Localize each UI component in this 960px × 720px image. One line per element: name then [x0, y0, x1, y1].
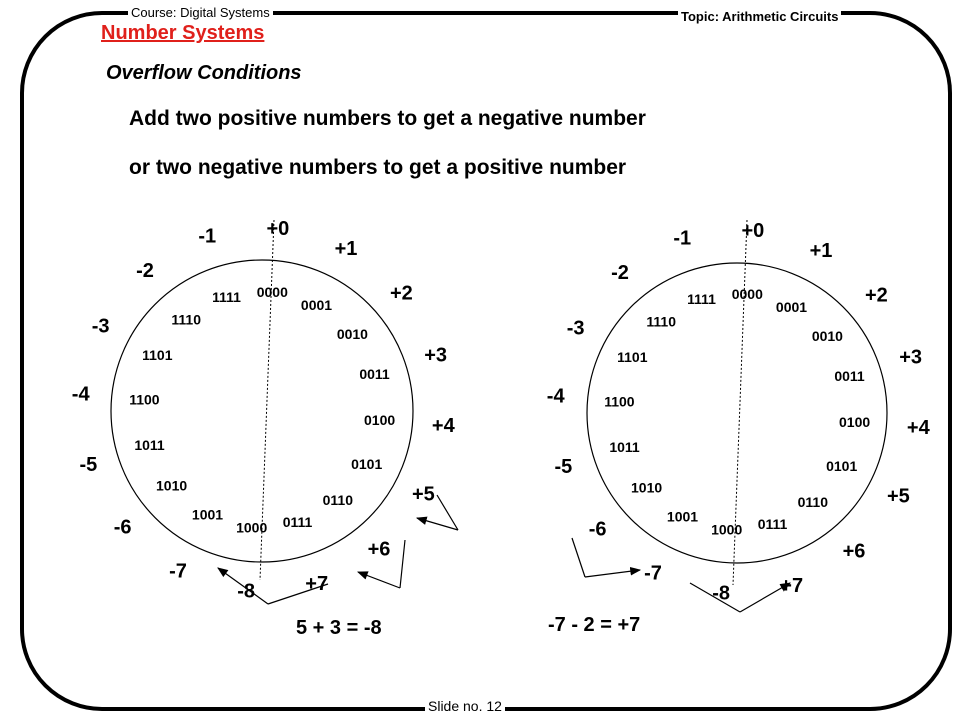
- decimal-label: -2: [611, 261, 629, 284]
- decimal-label: +4: [431, 415, 455, 438]
- decimal-label: -6: [588, 518, 607, 541]
- binary-label: 0000: [731, 286, 763, 303]
- slide-subtitle: Overflow Conditions: [106, 62, 302, 84]
- decimal-label: +6: [367, 538, 391, 561]
- decimal-label: -5: [554, 455, 573, 478]
- section-title: Number Systems: [101, 22, 265, 44]
- decimal-label: +5: [886, 485, 910, 508]
- binary-label: 1011: [134, 437, 165, 454]
- binary-label: 1110: [171, 311, 202, 328]
- binary-label: 0010: [336, 325, 368, 342]
- slide-number: Slide no. 12: [425, 698, 505, 714]
- binary-label: 1001: [191, 506, 224, 523]
- decimal-label: +6: [842, 540, 866, 563]
- binary-label: 1111: [687, 291, 716, 308]
- decimal-label: +3: [899, 346, 923, 369]
- binary-label: 0011: [359, 366, 390, 383]
- binary-label: 0000: [256, 284, 288, 301]
- binary-label: 1110: [646, 313, 677, 330]
- equation-right: -7 - 2 = +7: [548, 614, 641, 636]
- binary-label: 1010: [156, 477, 188, 494]
- equation-left: 5 + 3 = -8: [296, 617, 382, 639]
- binary-label: 0001: [775, 299, 808, 316]
- binary-label: 1010: [631, 479, 663, 496]
- decimal-label: -3: [566, 317, 585, 340]
- decimal-label: +2: [864, 284, 888, 307]
- decimal-label: -1: [673, 227, 692, 250]
- binary-label: 0111: [757, 516, 788, 533]
- binary-label: 0101: [826, 458, 858, 475]
- decimal-label: +5: [411, 483, 435, 506]
- number-wheel-left: [72, 218, 456, 603]
- decimal-label: -7: [169, 560, 187, 583]
- decimal-label: +0: [741, 219, 765, 242]
- binary-label: 0110: [322, 492, 353, 509]
- binary-label: 0010: [811, 327, 843, 344]
- decimal-label: +1: [809, 239, 833, 262]
- binary-label: 0100: [839, 414, 871, 431]
- binary-label: 1100: [129, 391, 160, 408]
- binary-label: 0111: [282, 514, 313, 531]
- decimal-label: +7: [305, 572, 329, 595]
- binary-label: 0001: [300, 297, 333, 314]
- decimal-label: +7: [780, 574, 804, 597]
- binary-label: 1000: [236, 519, 268, 536]
- decimal-label: -3: [91, 315, 110, 338]
- binary-label: 1001: [666, 508, 699, 525]
- wheel-circle: [587, 263, 887, 563]
- decimal-label: +0: [266, 217, 290, 240]
- binary-label: 1100: [604, 393, 635, 410]
- binary-label: 0101: [351, 456, 383, 473]
- binary-label: 0011: [834, 368, 865, 385]
- decimal-label: -7: [644, 562, 662, 585]
- statement-line-2: or two negative numbers to get a positive number: [129, 156, 627, 179]
- course-label: Course: Digital Systems: [128, 5, 273, 20]
- decimal-label: +1: [334, 237, 358, 260]
- decimal-label: -4: [546, 385, 565, 408]
- decimal-label: +4: [906, 417, 930, 440]
- decimal-label: -8: [712, 582, 730, 605]
- decimal-label: -1: [198, 225, 217, 248]
- number-wheel-right: [547, 220, 931, 605]
- decimal-label: -2: [136, 259, 154, 282]
- decimal-label: -8: [237, 580, 255, 603]
- decimal-label: -5: [79, 453, 98, 476]
- binary-label: 1000: [711, 521, 743, 538]
- binary-label: 0100: [364, 412, 396, 429]
- binary-label: 1101: [142, 347, 173, 364]
- overflow-arrows-right: [572, 538, 790, 612]
- decimal-label: -4: [71, 383, 90, 406]
- topic-label: Topic: Arithmetic Circuits: [678, 9, 841, 24]
- decimal-label: -6: [113, 516, 132, 539]
- decimal-label: +3: [424, 344, 448, 367]
- statement-line-1: Add two positive numbers to get a negative number: [129, 107, 646, 130]
- binary-label: 0110: [797, 494, 828, 511]
- decimal-label: +2: [389, 282, 413, 305]
- binary-label: 1111: [212, 289, 241, 306]
- binary-label: 1101: [617, 349, 648, 366]
- binary-label: 1011: [609, 439, 640, 456]
